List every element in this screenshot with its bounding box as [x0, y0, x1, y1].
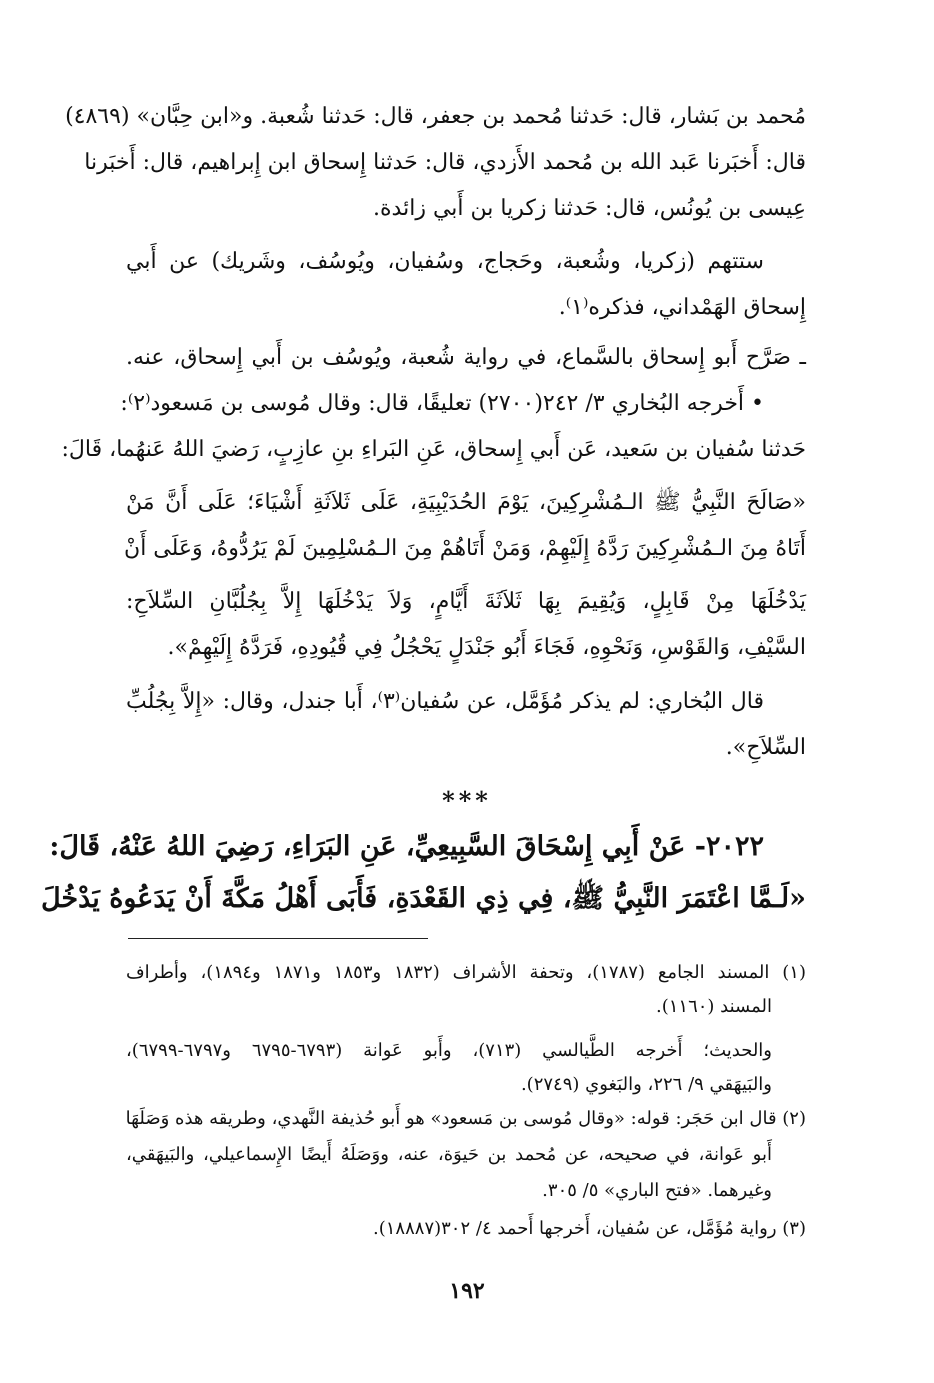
hadith-text-line: «صَالَحَ النَّبِيُّ ﷺ الـمُشْرِكِينَ، يَوْمَ الحُدَيْبِيَةِ، عَلَى ثَلاَثَةِ أَشْيَاءَ؛ عَلَى أَنَّ مَنْ — [126, 490, 806, 515]
body-line: حَدثنا سُفيان بن سَعيد، عَن أَبي إِسحاق، عَنِ البَراءِ بنِ عازِبٍ، رَضيَ اللهُ عَنهُما، قَالَ: — [61, 437, 806, 462]
hadith-text-line: السَّيْفِ، وَالقَوْسِ، وَنَحْوِهِ، فَجَاءَ أَبُو جَنْدَلٍ يَحْجُلُ فِي قُيُودِهِ، فَرَدَّهُ إِلَيْهِمْ». — [167, 635, 806, 660]
footnote-line: والبَيهَقي ٩/ ٢٢٦، والبَغوي (٢٧٤٩). — [520, 1074, 772, 1095]
body-line: إِسحاق الهَمْداني، فذكره⁽١⁾. — [558, 295, 806, 320]
body-line: • أَخرجه البُخاري ٣/ ٢٤٢(٢٧٠٠) تعليقًا، قال: وقال مُوسى بن مَسعود⁽٢⁾: — [120, 391, 764, 416]
footnote-line: (٢) قال ابن حَجَر: قوله: «وقال مُوسى بن مَسعود» هو أَبو حُذيفة النَّهدي، وطريقه هذه وَصَلَهَا — [125, 1108, 806, 1129]
footnote-divider — [128, 938, 428, 939]
page-number: ١٩٢ — [449, 1278, 485, 1304]
section-separator: *** — [442, 786, 492, 815]
footnote-line: وغيرهما. «فتح الباري» ٥/ ٣٠٥. — [542, 1180, 772, 1201]
footnote-line: أَبو عَوانة، في صحيحه، عن مُحمد بن حَيوَة، عنه، ووَصَلَهُ أَيضًا الإِسماعيلي، والبَيهَقي، — [126, 1144, 772, 1165]
hadith-text-line: أَتَاهُ مِنَ الـمُشْرِكِينَ رَدَّهُ إِلَيْهِمْ، وَمَنْ أَتَاهُمْ مِنَ الـمُسْلِمِينَ لَمْ يَرُدُّوهُ، وَعَلَى أَنْ — [124, 536, 806, 561]
hadith-heading-line: «لَـمَّا اعْتَمَرَ النَّبِيُّ ﷺ، فِي ذِي القَعْدَةِ، فَأَبَى أَهْلُ مَكَّةَ أَنْ يَدَعُوهُ يَدْخُلَ — [40, 883, 806, 914]
body-line: ـ صَرَّح أَبو إِسحاق بالسَّماع، في رواية شُعبة، ويُوسُف بن أَبي إِسحاق، عنه. — [126, 345, 806, 370]
hadith-text-line: يَدْخُلَهَا مِنْ قَابِلٍ، وَيُقِيمَ بِهَا ثَلاَثَةَ أَيَّامٍ، وَلاَ يَدْخُلَهَا إِلاَّ بِجُلُبَّانِ السِّلاَحِ: — [126, 589, 806, 614]
body-line: قال: أَخبَرنا عَبد الله بن مُحمد الأَزدي، قال: حَدثنا إِسحاق ابن إِبراهيم، قال: أَخبَرنا — [84, 150, 806, 175]
body-line: السِّلاَحِ». — [725, 735, 806, 760]
footnote-line: المسند (١١٦٠). — [656, 996, 772, 1017]
body-line: قال البُخاري: لم يذكر مُؤَمَّل، عن سُفيان⁽٣⁾، أَبا جندل، وقال: «إِلاَّ بِجُلُبِّ — [126, 689, 764, 714]
body-line: عِيسى بن يُونُس، قال: حَدثنا زكريا بن أَبي زائدة. — [373, 196, 806, 221]
body-line: ستتهم (زكريا، وشُعبة، وحَجاج، وسُفيان، ويُوسُف، وشَريك) عن أَبي — [126, 249, 764, 274]
hadith-heading-line: ٢٠٢٢- عَنْ أَبِي إِسْحَاقَ السَّبِيعِيِّ، عَنِ البَرَاءِ، رَضِيَ اللهُ عَنْهُ، قَالَ: — [49, 831, 764, 862]
footnote-line: (٣) رواية مُؤَمَّل، عن سُفيان، أَخرجها أَحمد ٤/ ٣٠٢(١٨٨٨٧). — [373, 1218, 806, 1239]
footnote-line: (١) المسند الجامع (١٧٨٧)، وتحفة الأشراف (١٨٣٢ و١٨٥٣ و١٨٧١ و١٨٩٤)، وأطراف — [126, 962, 806, 983]
body-line: مُحمد بن بَشار، قال: حَدثنا مُحمد بن جعفر، قال: حَدثنا شُعبة. و«ابن حِبَّان» (٤٨٦٩) — [65, 104, 806, 129]
footnote-line: والحديث؛ أَخرجه الطَّيالسي (٧١٣)، وأَبو عَوانة (٦٧٩٣-٦٧٩٥ و٦٧٩٧-٦٧٩٩)، — [126, 1040, 772, 1061]
